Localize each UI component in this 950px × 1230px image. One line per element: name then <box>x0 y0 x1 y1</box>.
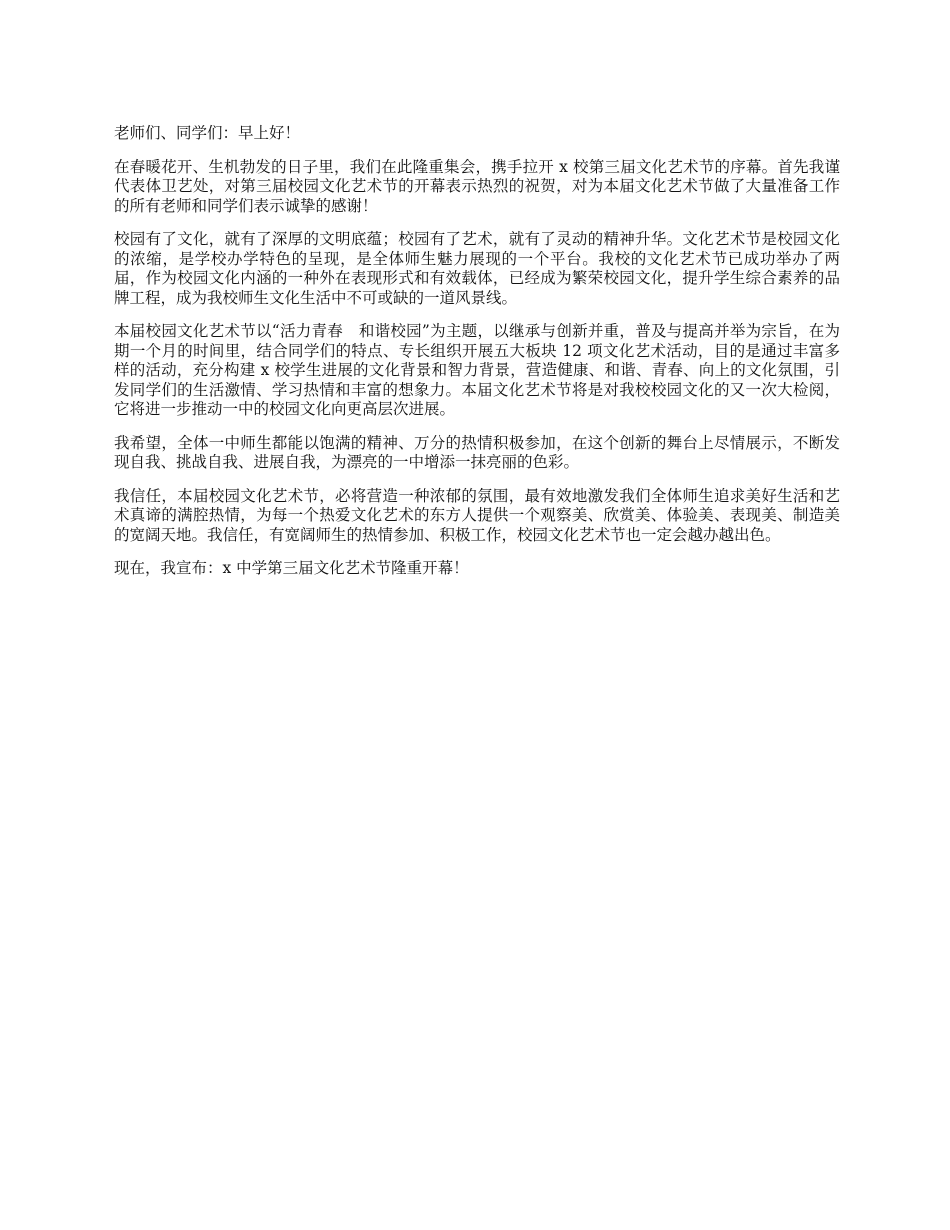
belief-paragraph: 我信任，本届校园文化艺术节，必将营造一种浓郁的氛围，最有效地激发我们全体师生追求美好生活和艺术真谛的满腔热情，为每一个热爱文化艺术的东方人提供一个观察美、欣赏美、体验美、表现美、制造美的宽阔天地。我信任，有宽阔师生的热情参加、积极工作，校园文化艺术节也一定会越办越出色。 <box>114 486 840 544</box>
theme-paragraph: 本届校园文化艺术节以“活力青春 和谐校园”为主题，以继承与创新并重，普及与提高并举为宗旨，在为期一个月的时间里，结合同学们的特点、专长组织开展五大板块 12 项文化艺术活动，目的是通过丰富多样的活动，充分构建 x 校学生进展的文化背景和智力背景，营造健康、和谐、青春、向上的文化氛围，引发同学们的生活激情、学习热情和丰富的想象力。本届文化艺术节将是对我校校园文化的又一次大检阅，它将进一步推动一中的校园文化向更高层次进展。 <box>114 322 840 418</box>
announcement-paragraph: 现在，我宣布：x 中学第三届文化艺术节隆重开幕！ <box>114 559 469 577</box>
culture-paragraph: 校园有了文化，就有了深厚的文明底蕴；校园有了艺术，就有了灵动的精神升华。文化艺术节是校园文化的浓缩，是学校办学特色的呈现，是全体师生魅力展现的一个平台。我校的文化艺术节已成功举办了两届，作为校园文化内涵的一种外在表现形式和有效载体，已经成为繁荣校园文化，提升学生综合素养的品牌工程，成为我校师生文化生活中不可或缺的一道风景线。 <box>114 230 840 307</box>
greeting-paragraph: 老师们、同学们：早上好！ <box>114 124 301 142</box>
hope-paragraph: 我希望，全体一中师生都能以饱满的精神、万分的热情积极参加，在这个创新的舞台上尽情展示，不断发现自我、挑战自我、进展自我，为漂亮的一中增添一抹亮丽的色彩。 <box>114 433 840 471</box>
opening-paragraph: 在春暖花开、生机勃发的日子里，我们在此隆重集会，携手拉开 x 校第三届文化艺术节的序幕。首先我谨代表体卫艺处，对第三届校园文化艺术节的开幕表示热烈的祝贺，对为本届文化艺术节做了大量准备工作的所有老师和同学们表示诚挚的感谢！ <box>114 157 840 215</box>
document-body <box>114 124 840 593</box>
